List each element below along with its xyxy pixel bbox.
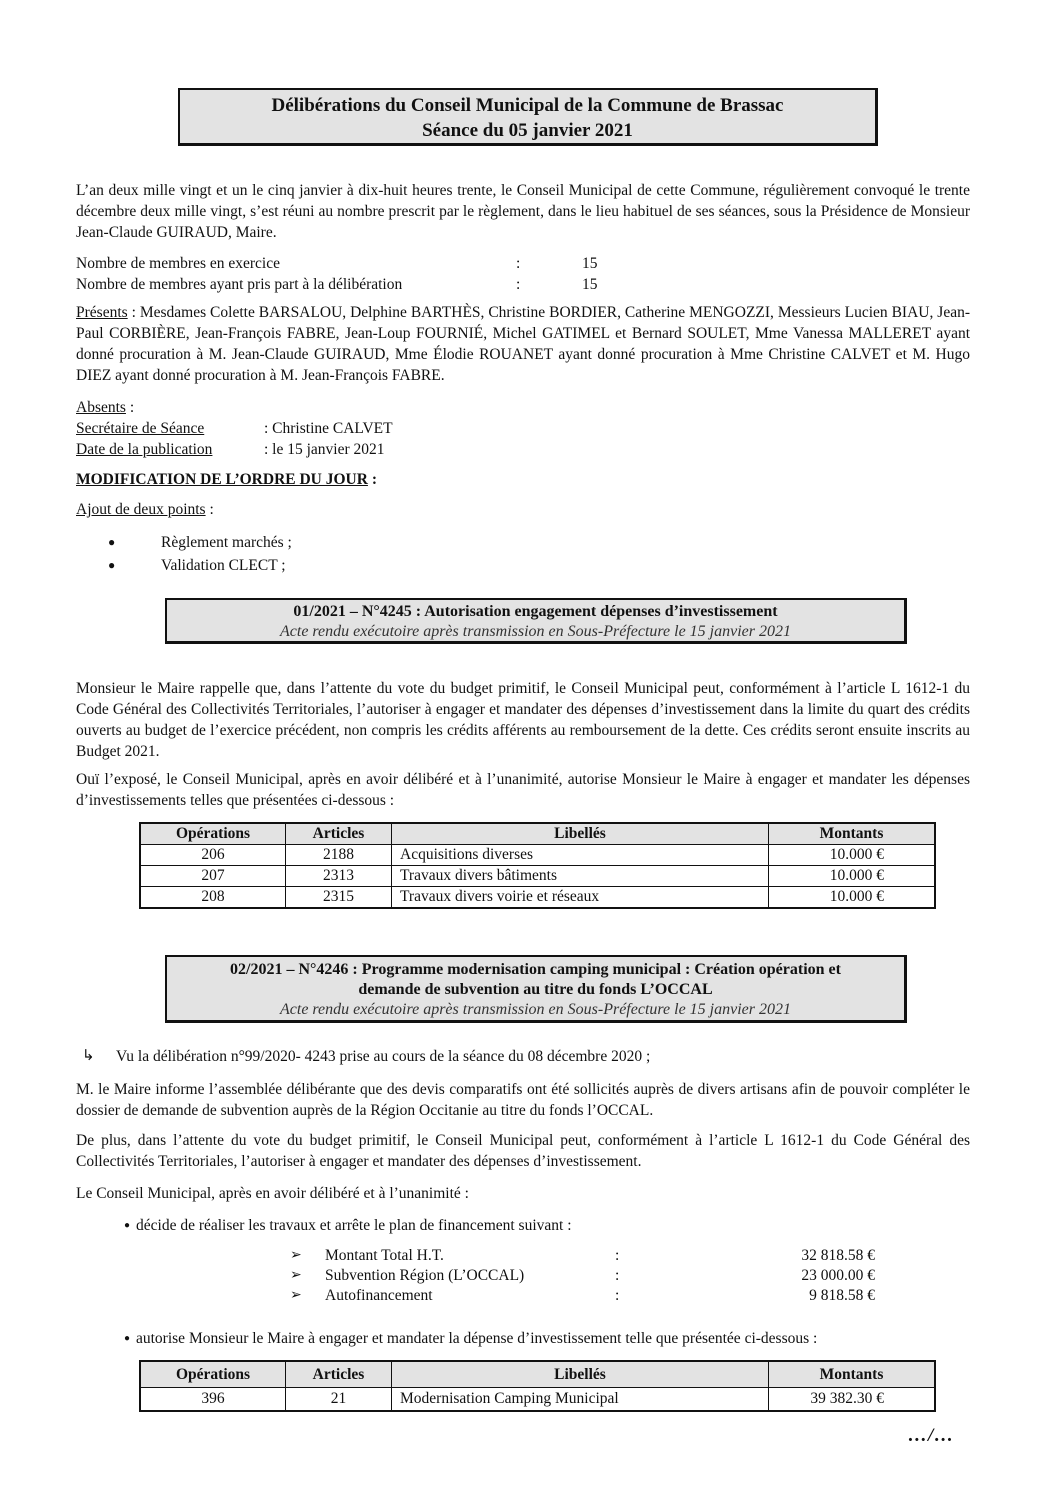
deliberation-1-header: [165, 598, 907, 644]
absents-label: Absents: [76, 399, 126, 416]
hooked-arrow-icon: ↳: [82, 1048, 95, 1064]
count-value: 15: [582, 255, 598, 272]
arrowhead-icon: ➢: [290, 1288, 302, 1303]
col-montants: Montants: [769, 823, 936, 845]
cell-article: 2315: [286, 887, 392, 909]
bullet-icon: ●: [124, 1333, 131, 1344]
arrowhead-icon: ➢: [290, 1268, 302, 1283]
list-item: [108, 531, 292, 554]
financement-sep: :: [615, 1287, 620, 1304]
count-row: [76, 274, 598, 295]
count-value: 15: [582, 276, 598, 293]
list-item-text: Règlement marchés ;: [161, 534, 292, 551]
ajout-list: [108, 531, 292, 577]
autorise-text: autorise Monsieur le Maire à engager et mandater la dépense d’investissement telle que présentée ci-dessous :: [136, 1330, 818, 1347]
cell-montant: 10.000 €: [769, 845, 936, 866]
intro-paragraph: L’an deux mille vingt et un le cinq janvier à dix-huit heures trente, le Conseil Municipal de cette Commune, régulièrement convoqué le trente décembre deux mille vingt, s’est réuni au nombre prescrit par le règlement, dans le lieu habituel de ses séances, sous la Présidence de Monsieur Jean-Claude GUIRAUD, Maire.: [76, 182, 970, 241]
col-operations: Opérations: [140, 1361, 286, 1388]
presents-paragraph: [76, 302, 970, 386]
secretaire-label: Secrétaire de Séance: [76, 420, 205, 437]
ajout-label-text: Ajout de deux points: [76, 501, 206, 518]
col-articles: Articles: [286, 823, 392, 845]
financement-row: [290, 1266, 875, 1286]
cell-operation: 208: [140, 887, 286, 909]
table-header-row: [140, 1361, 935, 1388]
list-item: [108, 554, 292, 577]
cell-montant: 10.000 €: [769, 887, 936, 909]
plan-financement: [290, 1246, 875, 1306]
count-row: [76, 253, 598, 274]
depenses-table-1: [139, 822, 936, 909]
ajout-suffix: :: [205, 501, 214, 518]
presents-label: Présents: [76, 304, 128, 321]
vu-line: [82, 1046, 650, 1067]
table-row: [140, 866, 935, 887]
publication-label: Date de la publication: [76, 441, 213, 458]
deliberation-2-title-line-1: 02/2021 – N°4246 : Programme modernisation camping municipal : Création opération et: [230, 961, 841, 978]
decide-line: [124, 1215, 572, 1236]
cell-montant: 10.000 €: [769, 866, 936, 887]
financement-sep: :: [615, 1247, 620, 1264]
ajout-label: [76, 499, 214, 520]
decide-text: décide de réaliser les travaux et arrête le plan de financement suivant :: [136, 1217, 572, 1234]
financement-row: [290, 1286, 875, 1306]
deliberation-2-paragraph-1: M. le Maire informe l’assemblée délibérante que des devis comparatifs ont été sollicités auprès de divers artisans afin de pouvoir compléter le dossier de demande de subvention auprès de la Région Occitanie au titre du fonds l’OCCAL.: [76, 1081, 970, 1119]
absents-text: :: [125, 399, 135, 416]
col-montants: Montants: [769, 1361, 936, 1388]
count-label: Nombre de membres ayant pris part à la délibération: [76, 276, 403, 293]
secretaire-value: : Christine CALVET: [264, 420, 393, 437]
member-counts: [76, 253, 598, 295]
table-row: [140, 845, 935, 866]
col-libelles: Libellés: [392, 1361, 769, 1388]
cell-montant: 39 382.30 €: [769, 1388, 936, 1412]
cell-article: 21: [286, 1388, 392, 1412]
financement-label: Autofinancement: [325, 1287, 433, 1304]
cell-operation: 206: [140, 845, 286, 866]
financement-value: 9 818.58 €: [809, 1287, 875, 1304]
session-date: Séance du 05 janvier 2021: [422, 120, 633, 141]
cell-libelle: Travaux divers bâtiments: [392, 866, 769, 887]
session-info: [76, 397, 393, 460]
bullet-icon: ●: [108, 558, 116, 572]
count-label: Nombre de membres en exercice: [76, 255, 280, 272]
financement-value: 23 000.00 €: [801, 1267, 875, 1284]
table-row: [140, 887, 935, 909]
deliberation-1-paragraph-2: Ouï l’exposé, le Conseil Municipal, après en avoir délibéré et à l’unanimité, autorise Monsieur le Maire à engager et mandater les dépenses d’investissements telles que présentées ci-dessous :: [76, 771, 970, 809]
ordre-du-jour-title: MODIFICATION DE L’ORDRE DU JOUR: [76, 471, 368, 488]
cell-operation: 207: [140, 866, 286, 887]
financement-value: 32 818.58 €: [801, 1247, 875, 1264]
financement-row: [290, 1246, 875, 1266]
document-title: Délibérations du Conseil Municipal de la Commune de Brassac: [271, 95, 784, 116]
deliberation-1-subtitle: Acte rendu exécutoire après transmission en Sous-Préfecture le 15 janvier 2021: [280, 623, 791, 640]
financement-label: Subvention Région (L’OCCAL): [325, 1267, 525, 1284]
col-operations: Opérations: [140, 823, 286, 845]
ordre-du-jour-suffix: :: [367, 471, 377, 488]
autorise-line: [124, 1328, 817, 1349]
ordre-du-jour-heading: [76, 469, 377, 490]
deliberation-2-header: [165, 955, 907, 1023]
cell-operation: 396: [140, 1388, 286, 1412]
deliberation-2-title-line-2: demande de subvention au titre du fonds L’OCCAL: [358, 981, 713, 998]
presents-text: : Mesdames Colette BARSALOU, Delphine BARTHÈS, Christine BORDIER, Catherine MENGOZZI, Messieurs Lucien BIAU, Jean-Paul CORBIÈRE, Jean-François FABRE, Jean-Loup FOURNIÉ, Michel GATIMEL et Bernard SOULET, Mme Vanessa MALLERET ayant donné procuration à M. Jean-Claude GUIRAUD, Mme Élodie ROUANET ayant donné procuration à Mme Christine CALVET et M. Hugo DIEZ ayant donné procuration à M. Jean-François FABRE.: [76, 304, 970, 384]
deliberation-2-subtitle: Acte rendu exécutoire après transmission en Sous-Préfecture le 15 janvier 2021: [280, 1001, 791, 1018]
col-libelles: Libellés: [392, 823, 769, 845]
table-header-row: [140, 823, 935, 845]
list-item-text: Validation CLECT ;: [161, 557, 286, 574]
publication-value: : le 15 janvier 2021: [264, 441, 385, 458]
cell-article: 2188: [286, 845, 392, 866]
depenses-table-2: [139, 1360, 936, 1412]
cell-libelle: Acquisitions diverses: [392, 845, 769, 866]
vu-text: Vu la délibération n°99/2020- 4243 prise au cours de la séance du 08 décembre 2020 ;: [116, 1048, 651, 1065]
cell-article: 2313: [286, 866, 392, 887]
financement-label: Montant Total H.T.: [325, 1247, 444, 1264]
table-row: [140, 1388, 935, 1412]
bullet-icon: ●: [108, 535, 116, 549]
deliberation-1-paragraph-1: Monsieur le Maire rappelle que, dans l’attente du vote du budget primitif, le Conseil Municipal peut, conformément à l’article L 1612-1 du Code Général des Collectivités Territoriales, l’autoriser à engager et mandater des dépenses d’investissement dans la limite du quart des crédits ouverts au budget de l’exercice précédent, non compris les crédits afférents au remboursement de la dette. Ces crédits seront ensuite inscrits au Budget 2021.: [76, 680, 970, 760]
deliberation-2-paragraph-2: De plus, dans l’attente du vote du budget primitif, le Conseil Municipal peut, conformément à l’article L 1612-1 du Code Général des Collectivités Territoriales, l’autoriser à engager et mandater des dépenses d’investissement.: [76, 1132, 970, 1170]
bullet-icon: ●: [124, 1220, 131, 1231]
count-sep: :: [516, 255, 521, 272]
deliberation-2-paragraph-3: Le Conseil Municipal, après en avoir délibéré et à l’unanimité :: [76, 1185, 469, 1202]
document-title-box: [178, 88, 878, 146]
cell-libelle: Modernisation Camping Municipal: [392, 1388, 769, 1412]
arrowhead-icon: ➢: [290, 1248, 302, 1263]
col-articles: Articles: [286, 1361, 392, 1388]
cell-libelle: Travaux divers voirie et réseaux: [392, 887, 769, 909]
deliberation-1-title: 01/2021 – N°4245 : Autorisation engagement dépenses d’investissement: [293, 603, 778, 620]
count-sep: :: [516, 276, 521, 293]
financement-sep: :: [615, 1267, 620, 1284]
continuation-mark: …/…: [908, 1425, 955, 1446]
